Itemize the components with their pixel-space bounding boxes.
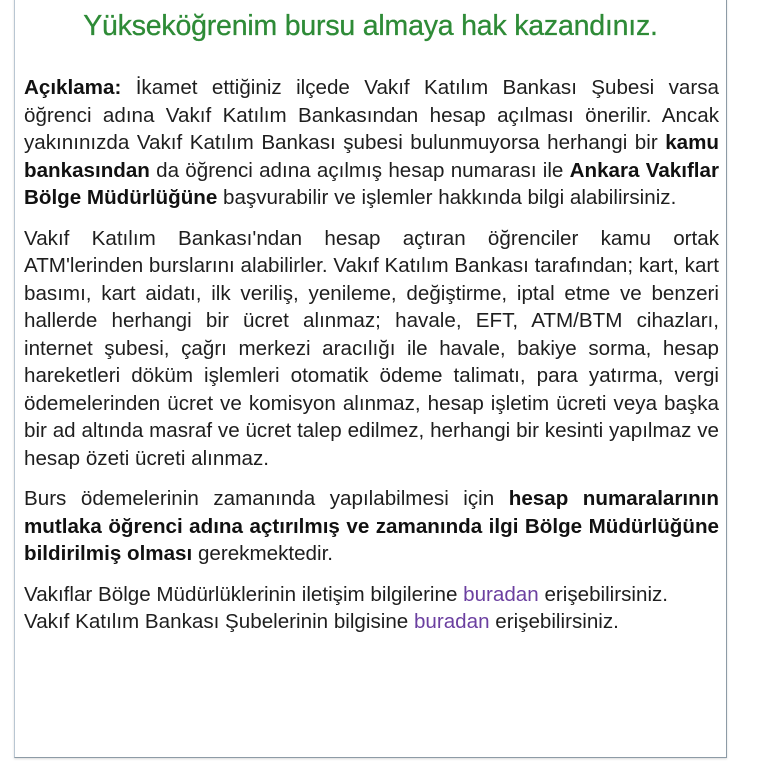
paragraph-contact-links [24, 581, 719, 636]
paragraph-fees: Vakıf Katılım Bankası'ndan hesap açtıran öğrenciler kamu ortak ATM'lerinden burslarını alabilirler. Vakıf Katılım Bankası tarafından; kart, kart basımı, kart aidatı, ilk veriliş, yenileme, değiştirme, iptal etme ve benzeri hallerde herhangi bir ücret alınmaz; havale, EFT, ATM/BTM cihazları, internet şubesi, çağrı merkezi aracılığı ile havale, bakiye sorma, hesap hareketleri döküm işlemleri otomatik ödeme talimatı, para yatırma, vergi ödemelerinden ücret ve komisyon alınmaz, hesap işletim ücreti veya başka bir ad altında masraf ve ücret talep edilmez, herhangi bir kesinti yapılmaz ve hesap özeti ücreti alınmaz. [24, 226, 719, 470]
description-label: Açıklama: [24, 76, 122, 99]
scholarship-info-card [14, 0, 727, 758]
requirements-bold: hesap numaralarının mutlaka öğrenci adına açtırılmış ve zamanında ilgi Bölge Müdürlüğüne bildirilmiş olması [24, 487, 719, 565]
description-text-3: başvurabilir ve işlemler hakkında bilgi alabilirsiniz. [217, 186, 677, 209]
page-title: Yükseköğrenim bursu almaya hak kazandınız. [83, 10, 658, 42]
content-body [24, 74, 719, 636]
description-bold-public-bank: kamu bankasından [24, 131, 719, 182]
contact-directorates-text: Vakıflar Bölge Müdürlüklerinin iletişim bilgilerine [24, 582, 464, 606]
description-bold-regional-directorate: Ankara Vakıflar Bölge Müdürlüğüne [24, 158, 719, 209]
paragraph-payment-requirements [24, 485, 719, 568]
directorates-contact-link[interactable]: buradan [463, 582, 539, 606]
contact-line-directorates [24, 581, 719, 609]
description-text-1: İkamet ettiğiniz ilçede Vakıf Katılım Bankası Şubesi varsa öğrenci adına Vakıf Katılım Bankasından hesap açılması önerilir. Ancak yakınınızda Vakıf Katılım Bankası şubesi bulunmuyorsa herhangi bir [24, 76, 719, 154]
requirements-text-1: Burs ödemelerinin zamanında yapılabilmesi için [24, 487, 509, 510]
description-text-2: da öğrenci adına açılmış hesap numarası ile [149, 158, 570, 182]
branches-info-link[interactable]: buradan [413, 610, 490, 633]
contact-branches-end: erişebilirsiniz. [489, 610, 619, 633]
requirements-text-2: gerekmektedir. [192, 542, 334, 565]
paragraph-description [24, 74, 719, 212]
contact-directorates-end: erişebilirsiniz. [538, 582, 669, 606]
contact-branches-text: Vakıf Katılım Bankası Şubelerinin bilgisine [24, 610, 414, 633]
contact-line-branches [24, 608, 719, 636]
